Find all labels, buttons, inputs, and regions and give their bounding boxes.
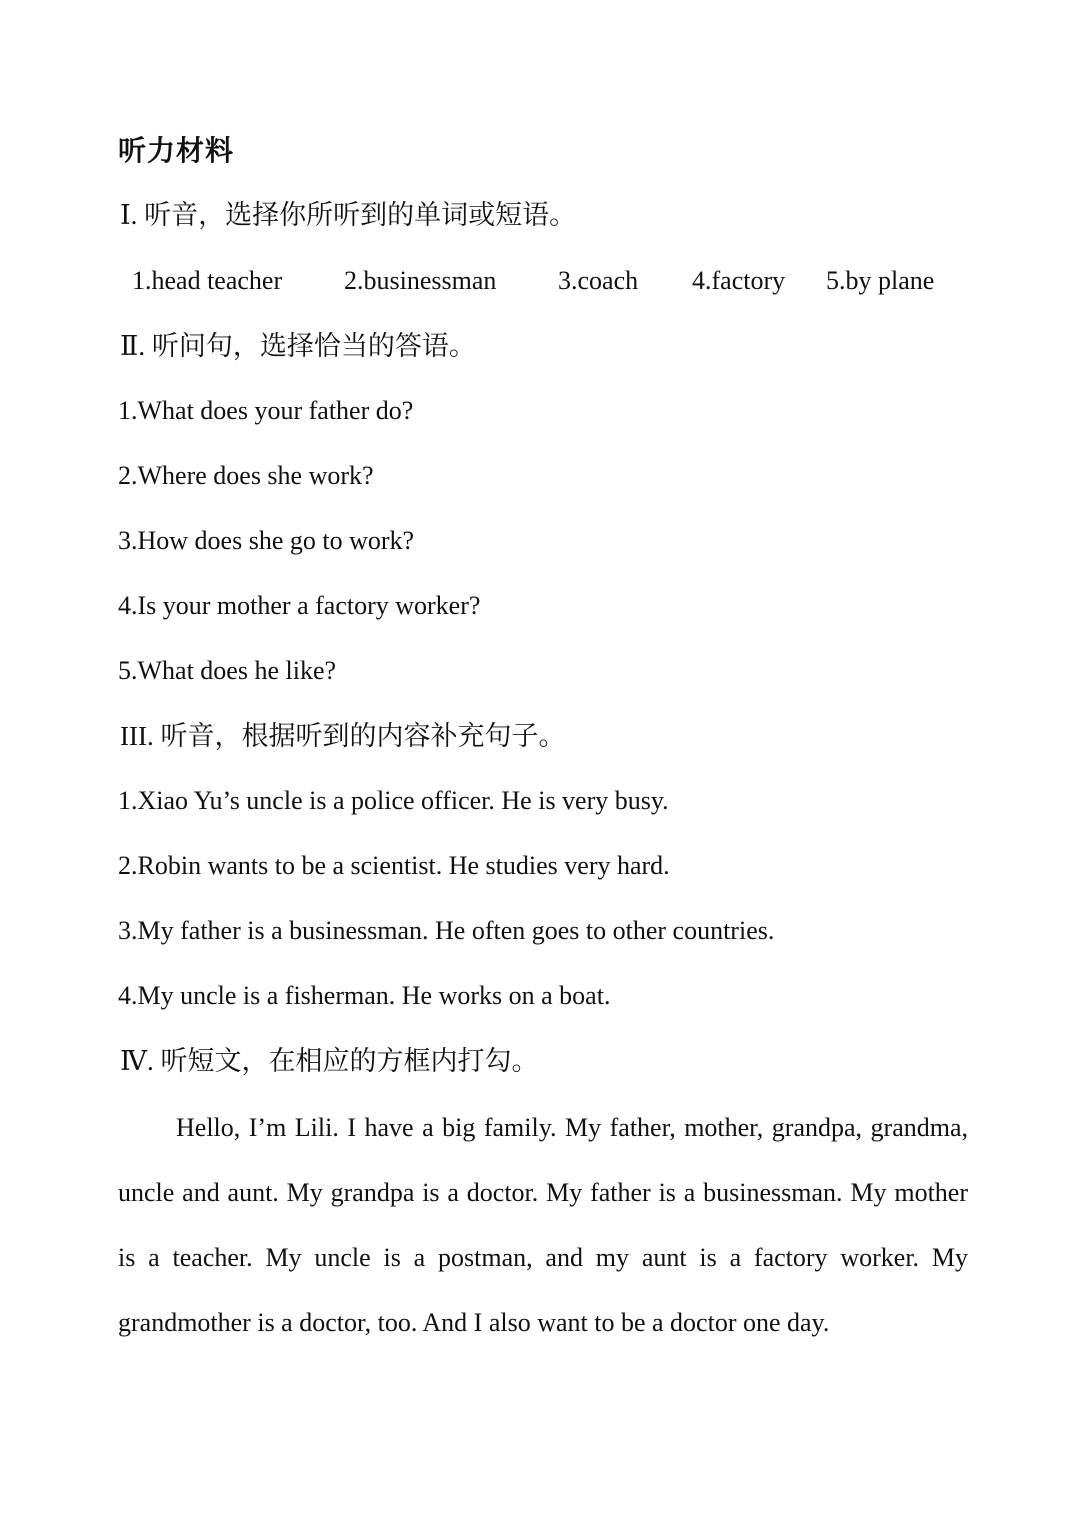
question-item: 4.Is your mother a factory worker? <box>118 591 481 620</box>
sentence-item: 4.My uncle is a fisherman. He works on a boat. <box>118 981 611 1010</box>
passage-paragraph: Hello, I’m Lili. I have a big family. My father, mother, grandpa, grandma, uncle and aunt. My grandpa is a doctor. My father is a businessman. My mother is a teacher. My uncle is a postman, and my aunt is a factory worker. My grandmother is a doctor, too. And I also want to be a doctor one day. <box>118 1113 968 1337</box>
question-item: 5.What does he like? <box>118 656 337 685</box>
question-item: 3.How does she go to work? <box>118 526 415 555</box>
word-item: 2.businessman <box>344 266 497 295</box>
question-item: 1.What does your father do? <box>118 396 414 425</box>
document-title: 听力材料 <box>118 134 235 167</box>
part3-heading: III. 听音，根据听到的内容补充句子。 <box>120 721 566 751</box>
part1-word-list <box>132 266 962 296</box>
part4-heading: Ⅳ. 听短文，在相应的方框内打勾。 <box>120 1046 539 1076</box>
word-item: 5.by plane <box>826 266 935 295</box>
word-item: 1.head teacher <box>132 266 283 295</box>
sentence-item: 1.Xiao Yu’s uncle is a police officer. He is very busy. <box>118 786 669 815</box>
sentence-item: 2.Robin wants to be a scientist. He studies very hard. <box>118 851 670 880</box>
part1-heading: Ⅰ. 听音，选择你所听到的单词或短语。 <box>120 200 577 230</box>
word-item: 3.coach <box>558 266 639 295</box>
part2-heading: Ⅱ. 听问句，选择恰当的答语。 <box>120 331 476 361</box>
question-item: 2.Where does she work? <box>118 461 374 490</box>
word-item: 4.factory <box>692 266 786 295</box>
sentence-item: 3.My father is a businessman. He often goes to other countries. <box>118 916 775 945</box>
